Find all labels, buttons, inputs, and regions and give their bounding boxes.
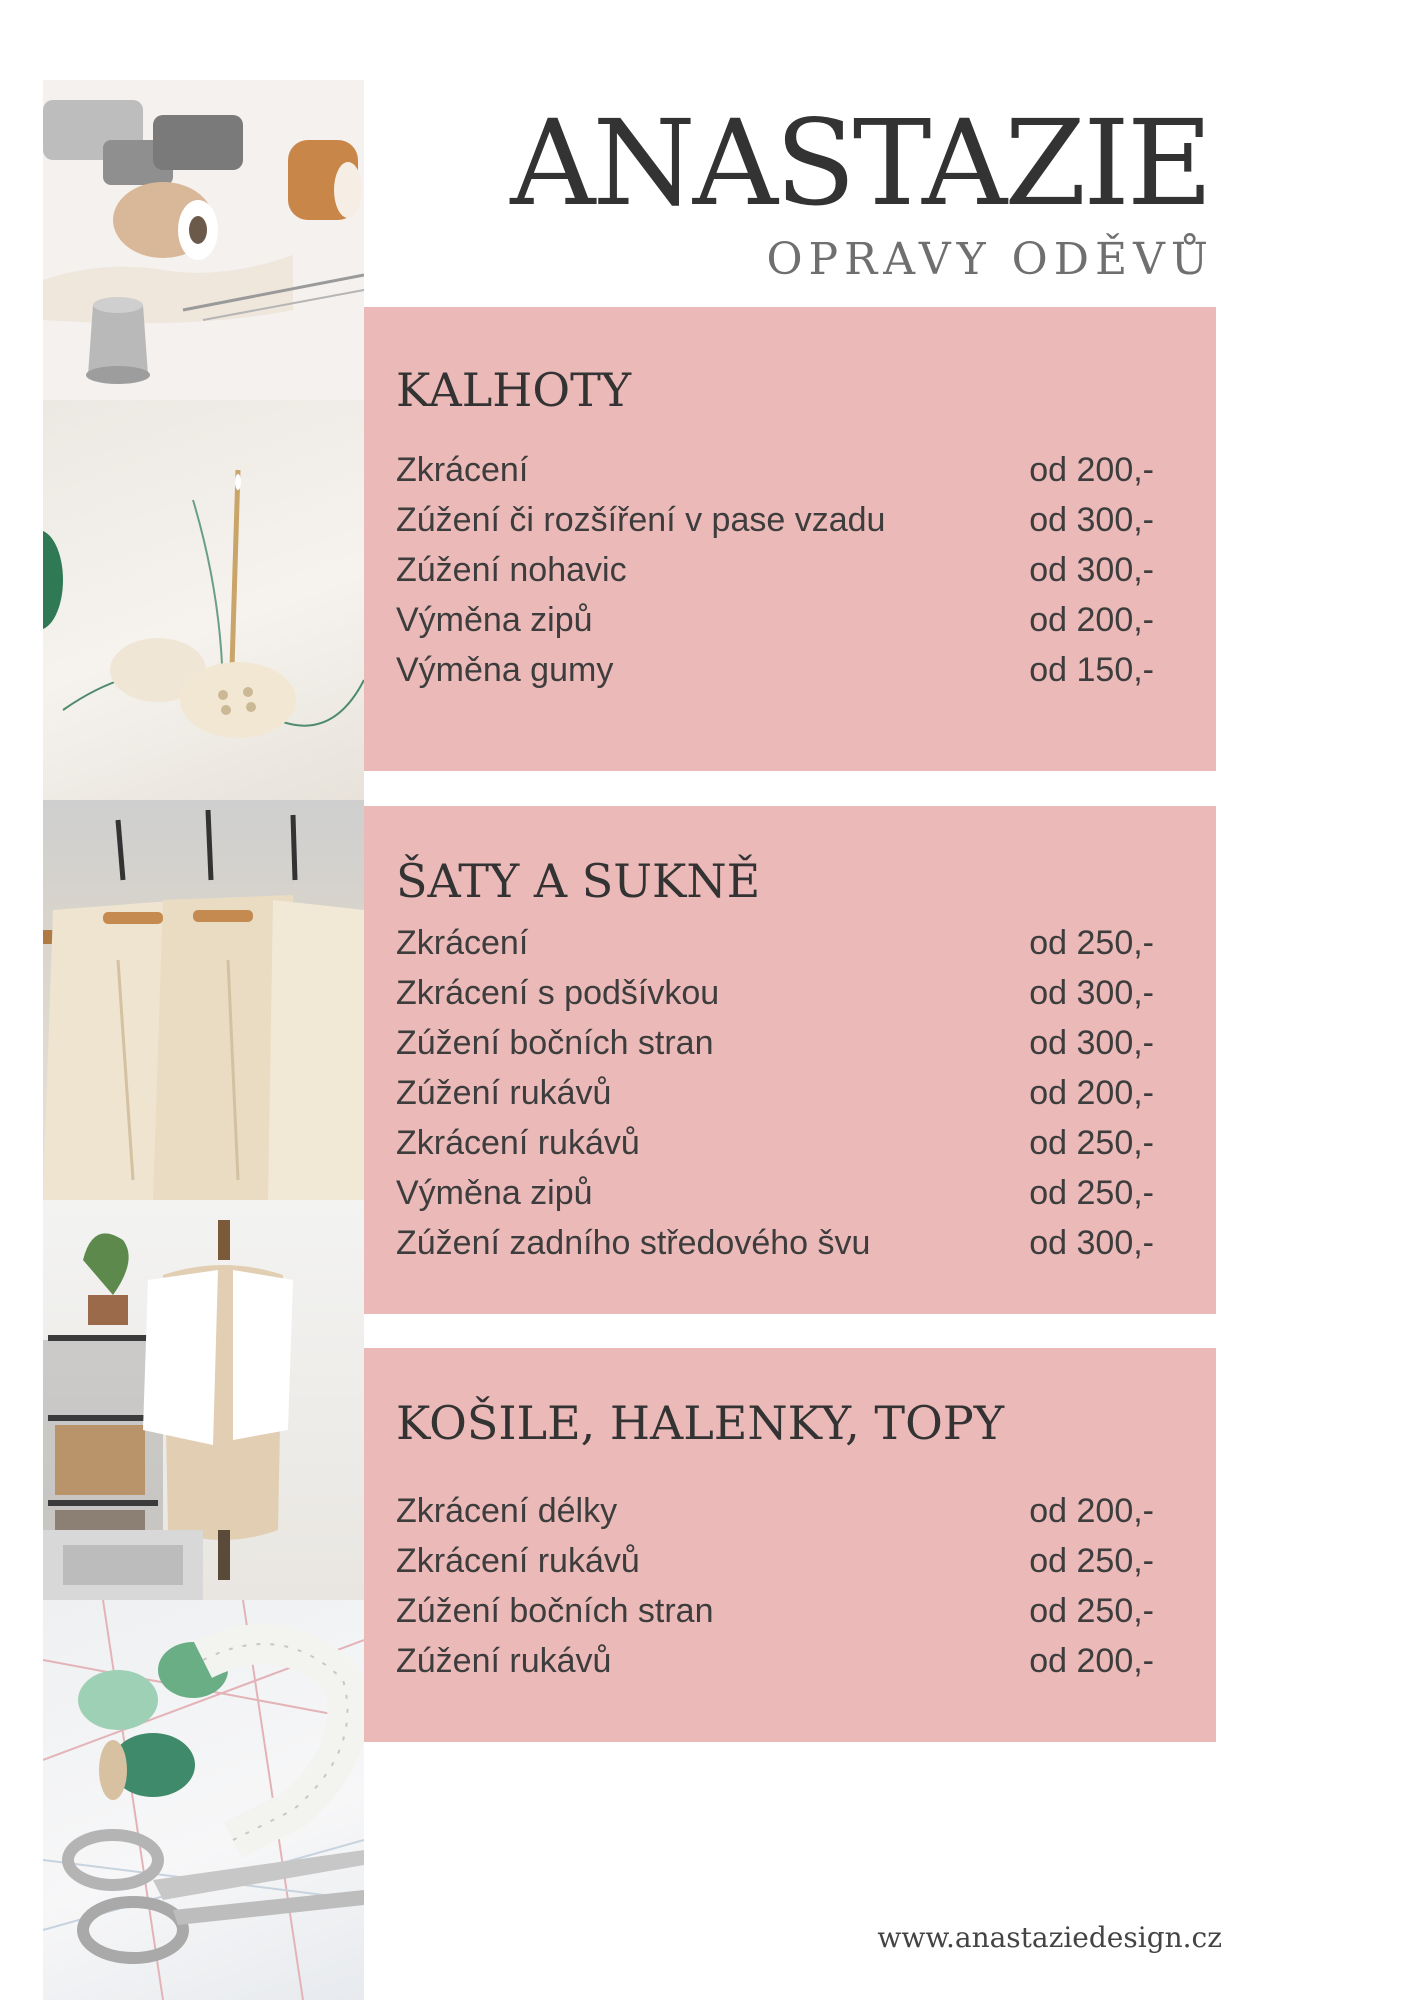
- service-label: Zúžení nohavic: [396, 551, 627, 589]
- price-row: [396, 1018, 1216, 1068]
- service-label: Zúžení zadního středového švu: [396, 1224, 871, 1262]
- service-label: Zkrácení: [396, 924, 529, 962]
- price-row: [396, 1536, 1216, 1586]
- service-price: od 250,-: [1029, 1124, 1154, 1162]
- service-price: od 300,-: [1029, 1024, 1154, 1062]
- service-price: od 250,-: [1029, 1592, 1154, 1630]
- service-price: od 250,-: [1029, 1542, 1154, 1580]
- service-label: Zkrácení s podšívkou: [396, 974, 720, 1012]
- price-row: [396, 495, 1216, 545]
- photo-jackets-on-hangers: [43, 800, 364, 1200]
- service-label: Výměna zipů: [396, 1174, 593, 1212]
- price-row: [396, 595, 1216, 645]
- service-price: od 250,-: [1029, 924, 1154, 962]
- price-row: [396, 645, 1216, 695]
- service-label: Zúžení bočních stran: [396, 1024, 714, 1062]
- price-row: [396, 1068, 1216, 1118]
- photo-thread-spools: [43, 80, 364, 400]
- service-price: od 150,-: [1029, 651, 1154, 689]
- price-section-kosile-halenky-topy: [364, 1348, 1216, 1742]
- service-price: od 300,-: [1029, 974, 1154, 1012]
- section-title: KOŠILE, HALENKY, TOPY: [396, 1396, 1005, 1450]
- price-row: [396, 1118, 1216, 1168]
- service-price: od 200,-: [1029, 451, 1154, 489]
- service-label: Zkrácení: [396, 451, 529, 489]
- price-row: [396, 1486, 1216, 1536]
- photo-strip: [43, 80, 364, 2000]
- price-row: [396, 1168, 1216, 1218]
- service-label: Zúžení rukávů: [396, 1074, 612, 1112]
- section-title: ŠATY A SUKNĚ: [396, 854, 761, 908]
- service-label: Zkrácení rukávů: [396, 1124, 640, 1162]
- price-row: [396, 1636, 1216, 1686]
- price-row: [396, 1218, 1216, 1268]
- photo-needle-button: [43, 400, 364, 800]
- photo-scissors-measuring-tape: [43, 1600, 364, 2000]
- price-row: [396, 545, 1216, 595]
- service-price: od 300,-: [1029, 1224, 1154, 1262]
- price-row: [396, 445, 1216, 495]
- price-section-kalhoty: [364, 307, 1216, 771]
- price-row: [396, 1586, 1216, 1636]
- service-label: Zúžení rukávů: [396, 1642, 612, 1680]
- service-label: Zkrácení rukávů: [396, 1542, 640, 1580]
- brand-title: ANASTAZIE: [510, 94, 1210, 232]
- price-row: [396, 968, 1216, 1018]
- service-price: od 300,-: [1029, 501, 1154, 539]
- service-label: Výměna zipů: [396, 601, 593, 639]
- brand-subtitle: OPRAVY ODĚVŮ: [766, 234, 1214, 285]
- service-price: od 250,-: [1029, 1174, 1154, 1212]
- service-price: od 200,-: [1029, 601, 1154, 639]
- website-link[interactable]: www.anastaziedesign.cz: [877, 1921, 1222, 1954]
- service-price: od 200,-: [1029, 1492, 1154, 1530]
- service-label: Výměna gumy: [396, 651, 614, 689]
- service-label: Zúžení bočních stran: [396, 1592, 714, 1630]
- service-price: od 300,-: [1029, 551, 1154, 589]
- section-title: KALHOTY: [396, 363, 632, 417]
- service-label: Zúžení či rozšíření v pase vzadu: [396, 501, 886, 539]
- service-price: od 200,-: [1029, 1642, 1154, 1680]
- service-price: od 200,-: [1029, 1074, 1154, 1112]
- price-row: [396, 918, 1216, 968]
- service-label: Zkrácení délky: [396, 1492, 618, 1530]
- photo-dress-form: [43, 1200, 364, 1600]
- price-section-saty-a-sukne: [364, 806, 1216, 1314]
